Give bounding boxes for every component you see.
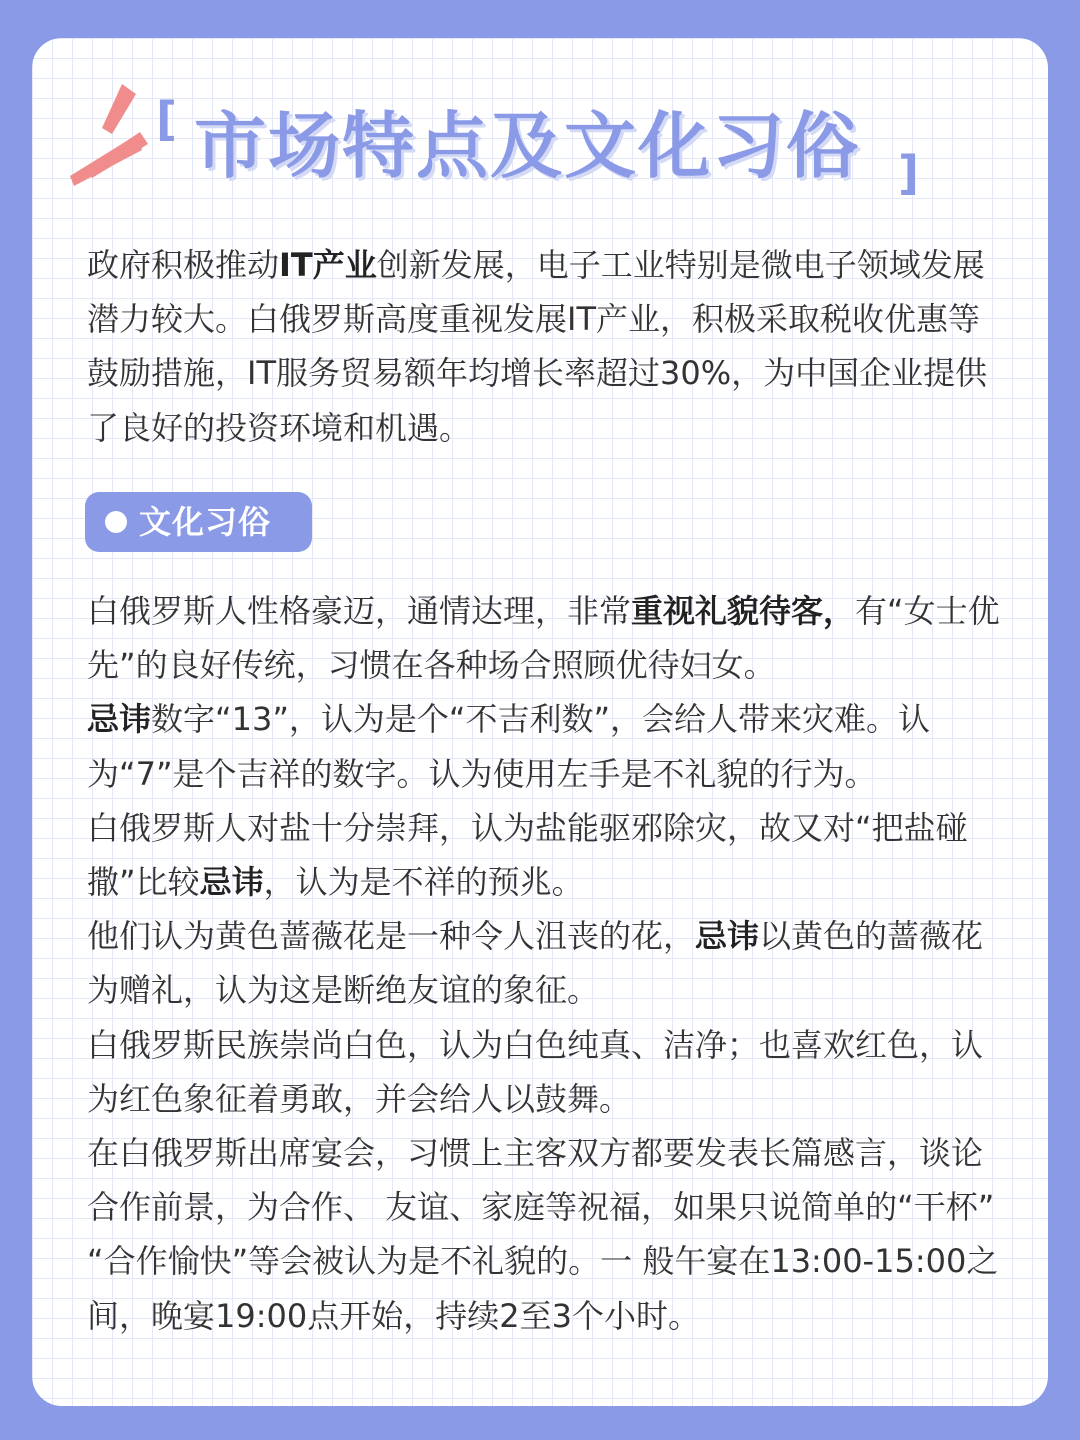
intro-text: 政府积极推动 <box>87 246 280 284</box>
content-card <box>32 38 1048 1406</box>
customs-paragraph-colors <box>87 1018 1007 1126</box>
page-title: 市场特点及文化习俗 <box>194 104 861 188</box>
customs-text: 在白俄罗斯出席宴会，习惯上主客双方都要发表长篇感言，谈论合作前景，为合作、 友谊、家庭等祝福，如果只说简单的“干杯” “合作愉快”等会被认为是不礼貌的。一 般午宴在13:00-15:00之间，晚宴19:00点开始，持续2至3个小时。 <box>87 1134 999 1335</box>
customs-bold-text: 忌讳 <box>199 863 264 902</box>
section-label: 文化习俗 <box>139 503 272 541</box>
customs-text: 有“女士优先”的良好传统，习惯在各种场合照顾优待妇女。 <box>87 592 1000 685</box>
intro-text: 创新发展，电子工业特别是微电子领域发展潜力较大。白俄罗斯高度重视发展IT产业，积极采取税收优惠等鼓励措施，IT服务贸易额年均增长率超过30%，为中国企业提供了良好的投资环境和机遇。 <box>87 246 988 447</box>
customs-body <box>87 584 1007 1343</box>
customs-text: 以黄色的蔷薇花为赠礼，认为这是断绝友谊的象征。 <box>87 917 984 1010</box>
intro-bold-it-industry: IT产业 <box>279 246 377 284</box>
customs-text: 白俄罗斯民族崇尚白色，认为白色纯真、洁净；也喜欢红色，认为红色象征着勇敢，并会给人以鼓舞。 <box>87 1025 984 1118</box>
title-bracket-close: ] <box>898 146 920 200</box>
bullet-dot-icon <box>105 511 127 533</box>
title-bracket-open: [ <box>156 92 178 146</box>
customs-paragraph-etiquette <box>87 584 1007 692</box>
customs-text: 白俄罗斯人性格豪迈，通情达理，非常 <box>87 592 632 630</box>
burst-decoration-icon <box>70 82 160 192</box>
customs-paragraph-numbers <box>87 692 1007 800</box>
customs-bold-text: 忌讳 <box>87 700 152 739</box>
customs-text: 数字“13”，认为是个“不吉利数”，会给人带来灾难。认为“7”是个吉祥的数字。认为使用左手是不礼貌的行为。 <box>87 700 931 793</box>
customs-text: 他们认为黄色蔷薇花是一种令人沮丧的花， <box>87 917 696 956</box>
customs-paragraph-salt <box>87 801 1007 909</box>
customs-paragraph-flowers <box>87 909 1007 1017</box>
customs-text: ，认为是不祥的预兆。 <box>263 863 584 902</box>
customs-bold-text: 忌讳 <box>695 917 760 956</box>
customs-text: 白俄罗斯人对盐十分崇拜，认为盐能驱邪除灾，故又对“把盐碰撒”比较 <box>87 808 968 902</box>
customs-bold-text: 重视礼貌待客， <box>631 592 856 630</box>
customs-paragraph-banquet <box>87 1126 1007 1343</box>
intro-paragraph <box>87 238 1007 455</box>
section-pill <box>85 492 312 552</box>
